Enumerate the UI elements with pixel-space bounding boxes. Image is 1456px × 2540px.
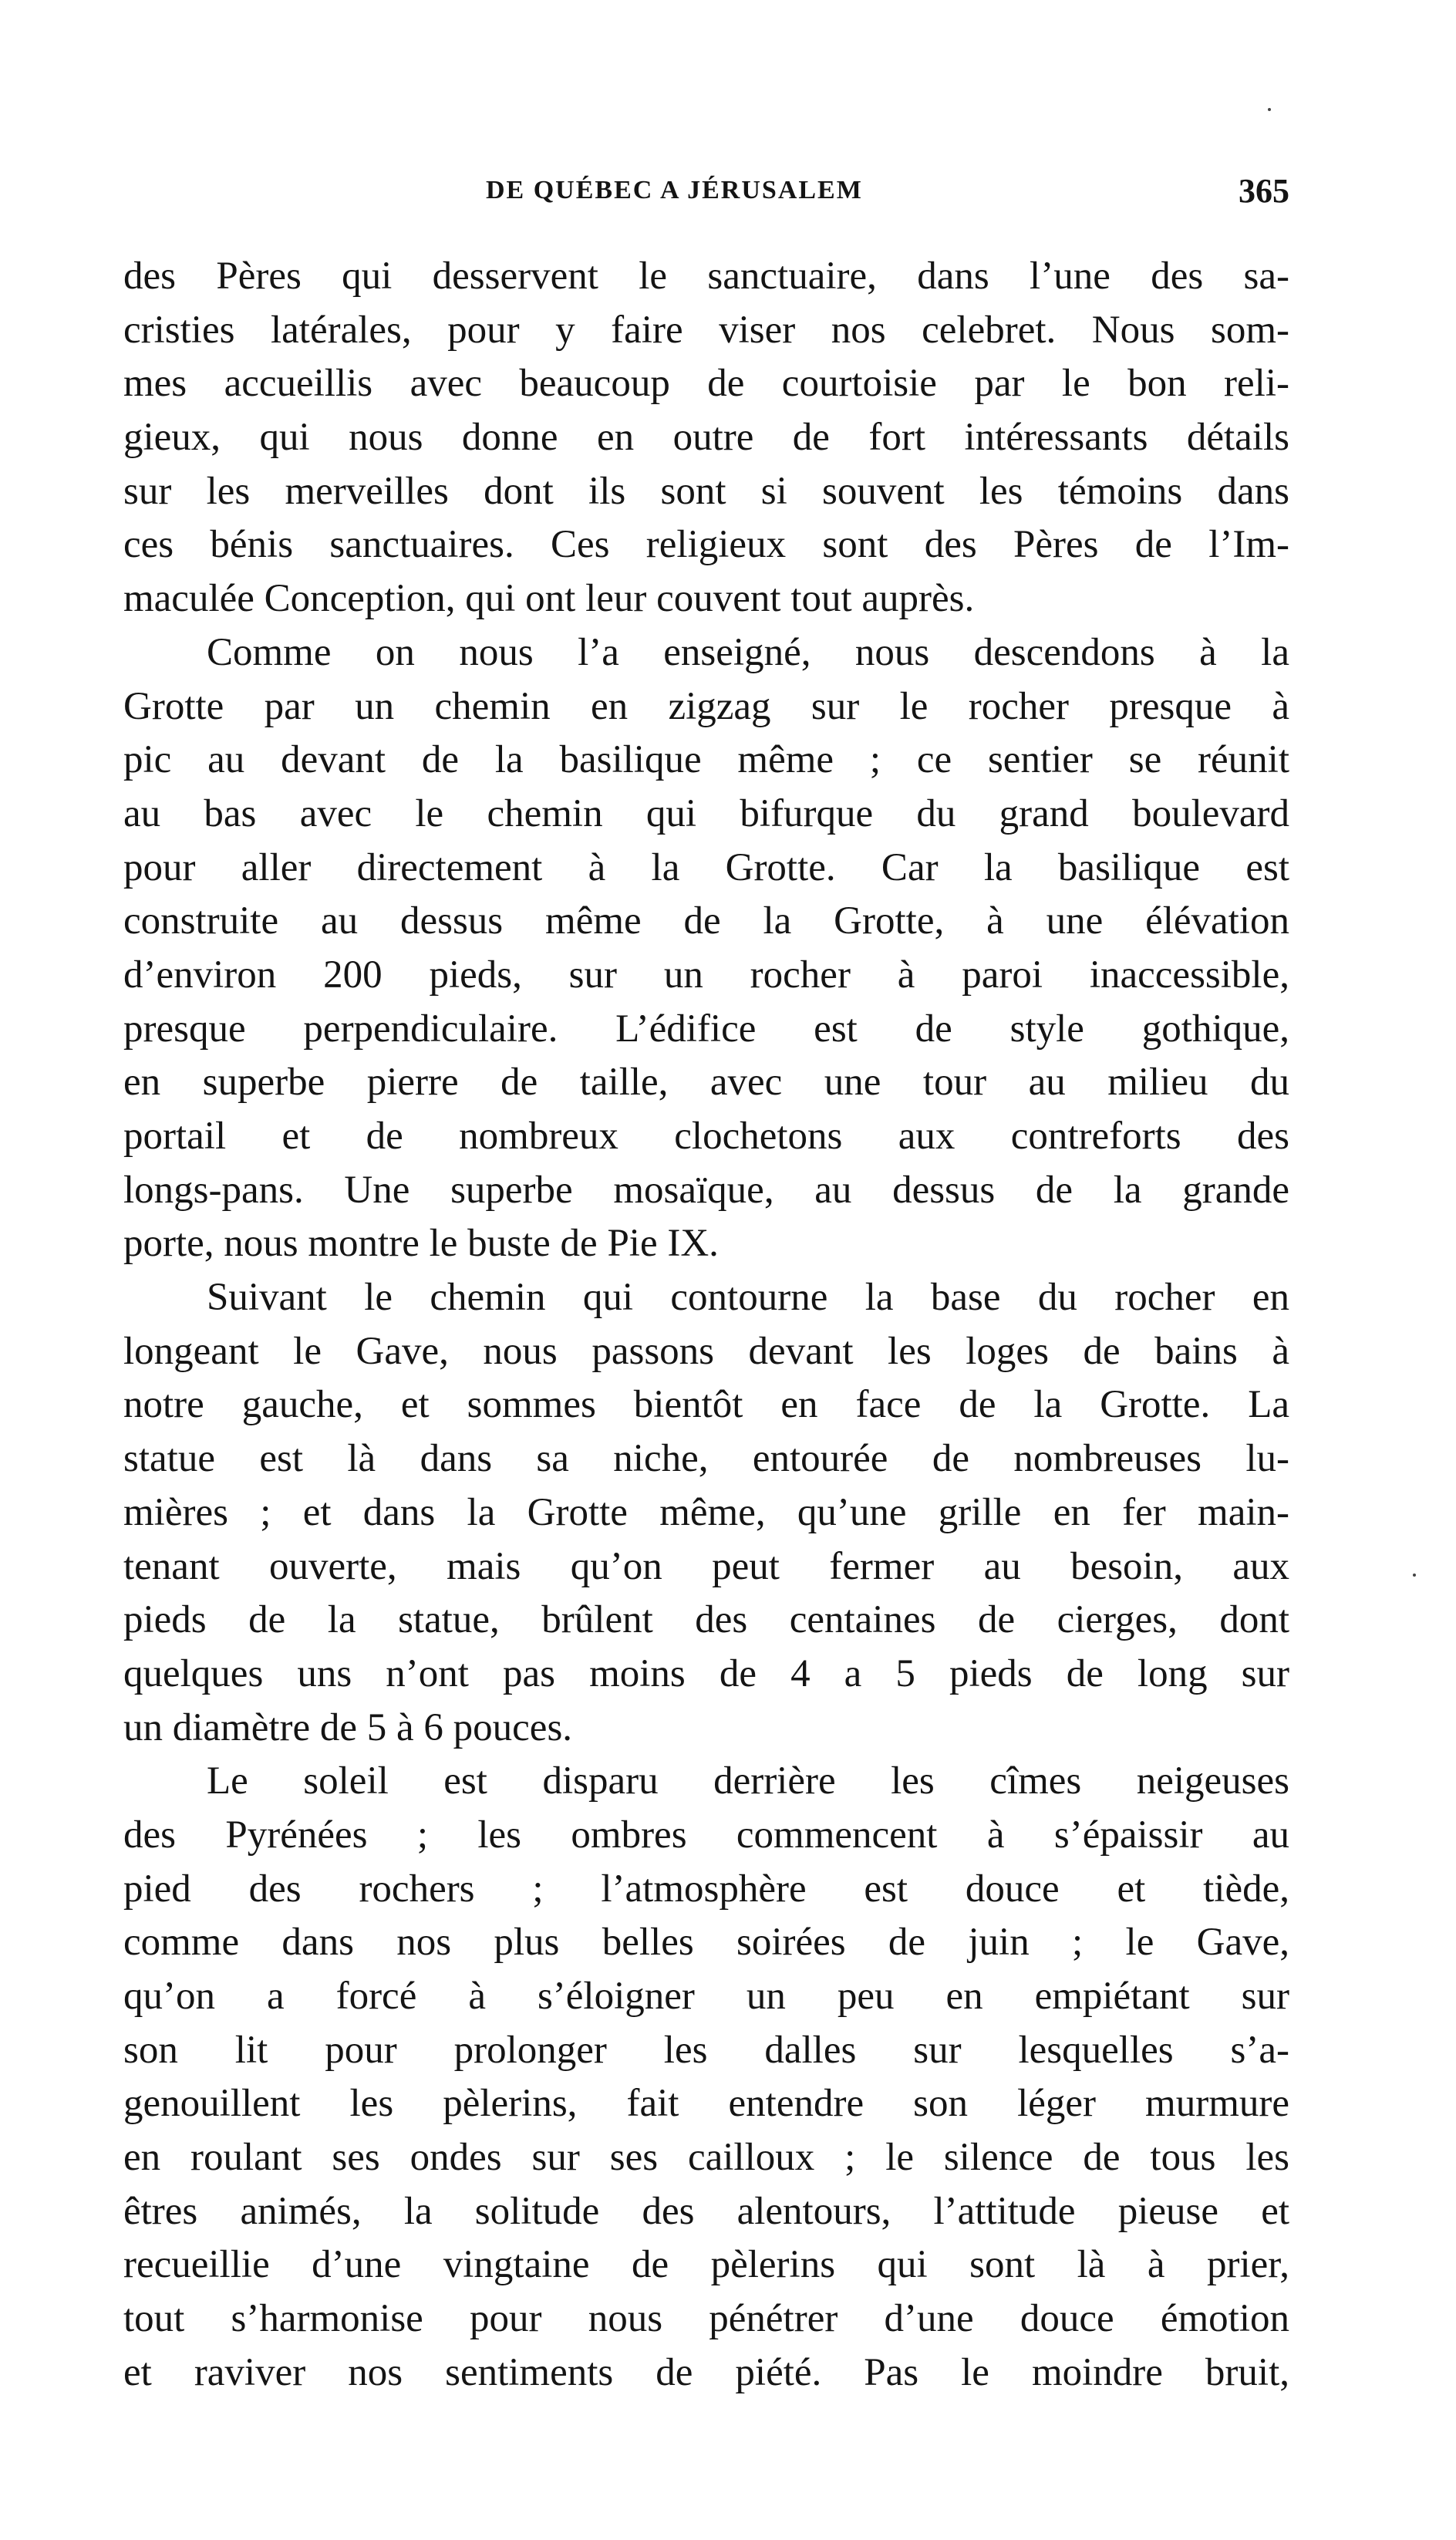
text-line: son lit pour prolonger les dalles sur lesquelles s’a- [123,2028,1289,2072]
text-line: ces bénis sanctuaires. Ces religieux sont des Pères de l’Im- [123,523,1289,567]
text-line: Grotte par un chemin en zigzag sur le rocher presque à [123,684,1289,728]
text-line: pour aller directement à la Grotte. Car la basilique est [123,845,1289,889]
text-line: presque perpendiculaire. L’édifice est de style gothique, [123,1007,1289,1051]
text-line: comme dans nos plus belles soirées de juin ; le Gave, [123,1921,1289,1965]
page-number: 365 [1239,172,1289,210]
paper-speck [1268,108,1271,111]
text-line: Le soleil est disparu derrière les cîmes neigeuses [207,1759,1289,1803]
text-line: êtres animés, la solitude des alentours, l’attitude pieuse et [123,2189,1289,2233]
text-line: mières ; et dans la Grotte même, qu’une grille en fer main- [123,1490,1289,1534]
text-line: qu’on a forcé à s’éloigner un peu en empiétant sur [123,1975,1289,2018]
paper-speck [1413,1574,1416,1577]
text-line: genouillent les pèlerins, fait entendre son léger murmure [123,2082,1289,2126]
page-header [123,172,1289,222]
text-line: et raviver nos sentiments de piété. Pas le moindre bruit, [123,2350,1289,2394]
text-line: pied des rochers ; l’atmosphère est douce et tiède, [123,1867,1289,1911]
text-line: pic au devant de la basilique même ; ce sentier se réunit [123,738,1289,782]
text-line: en superbe pierre de taille, avec une tour au milieu du [123,1061,1289,1105]
text-line: Comme on nous l’a enseigné, nous descendons à la [207,630,1289,674]
text-line: cristies latérales, pour y faire viser nos celebret. Nous som- [123,308,1289,352]
text-line: tout s’harmonise pour nous pénétrer d’une douce émotion [123,2297,1289,2341]
text-line: portail et de nombreux clochetons aux contreforts des [123,1115,1289,1158]
text-line: sur les merveilles dont ils sont si souvent les témoins dans [123,469,1289,513]
body-text [123,250,1289,2400]
text-line: en roulant ses ondes sur ses cailloux ; le silence de tous les [123,2136,1289,2180]
text-line: statue est là dans sa niche, entourée de nombreuses lu- [123,1437,1289,1481]
text-line: quelques uns n’ont pas moins de 4 a 5 pieds de long sur [123,1651,1289,1695]
text-line: porte, nous montre le buste de Pie IX. [123,1222,719,1266]
text-line: notre gauche, et sommes bientôt en face de la Grotte. La [123,1383,1289,1427]
text-line: gieux, qui nous donne en outre de fort intéressants détails [123,416,1289,460]
text-line: pieds de la statue, brûlent des centaines de cierges, dont [123,1598,1289,1642]
text-line: tenant ouverte, mais qu’on peut fermer au besoin, aux [123,1544,1289,1588]
running-title: DE QUÉBEC A JÉRUSALEM [486,176,863,204]
text-line: des Pyrénées ; les ombres commencent à s’épaissir au [123,1813,1289,1857]
text-line: longs-pans. Une superbe mosaïque, au dessus de la grande [123,1168,1289,1212]
text-line: un diamètre de 5 à 6 pouces. [123,1705,573,1749]
text-line: longeant le Gave, nous passons devant les loges de bains à [123,1329,1289,1373]
text-line: mes accueillis avec beaucoup de courtoisie par le bon reli- [123,362,1289,406]
text-line: au bas avec le chemin qui bifurque du grand boulevard [123,791,1289,835]
text-line: construite au dessus même de la Grotte, à une élévation [123,899,1289,943]
text-line: maculée Conception, qui ont leur couvent tout auprès. [123,577,975,621]
text-line: recueillie d’une vingtaine de pèlerins qui sont là à prier, [123,2243,1289,2287]
text-line: d’environ 200 pieds, sur un rocher à paroi inaccessible, [123,953,1289,997]
text-line: Suivant le chemin qui contourne la base du rocher en [207,1276,1289,1320]
text-line: des Pères qui desservent le sanctuaire, dans l’une des sa- [123,255,1289,298]
